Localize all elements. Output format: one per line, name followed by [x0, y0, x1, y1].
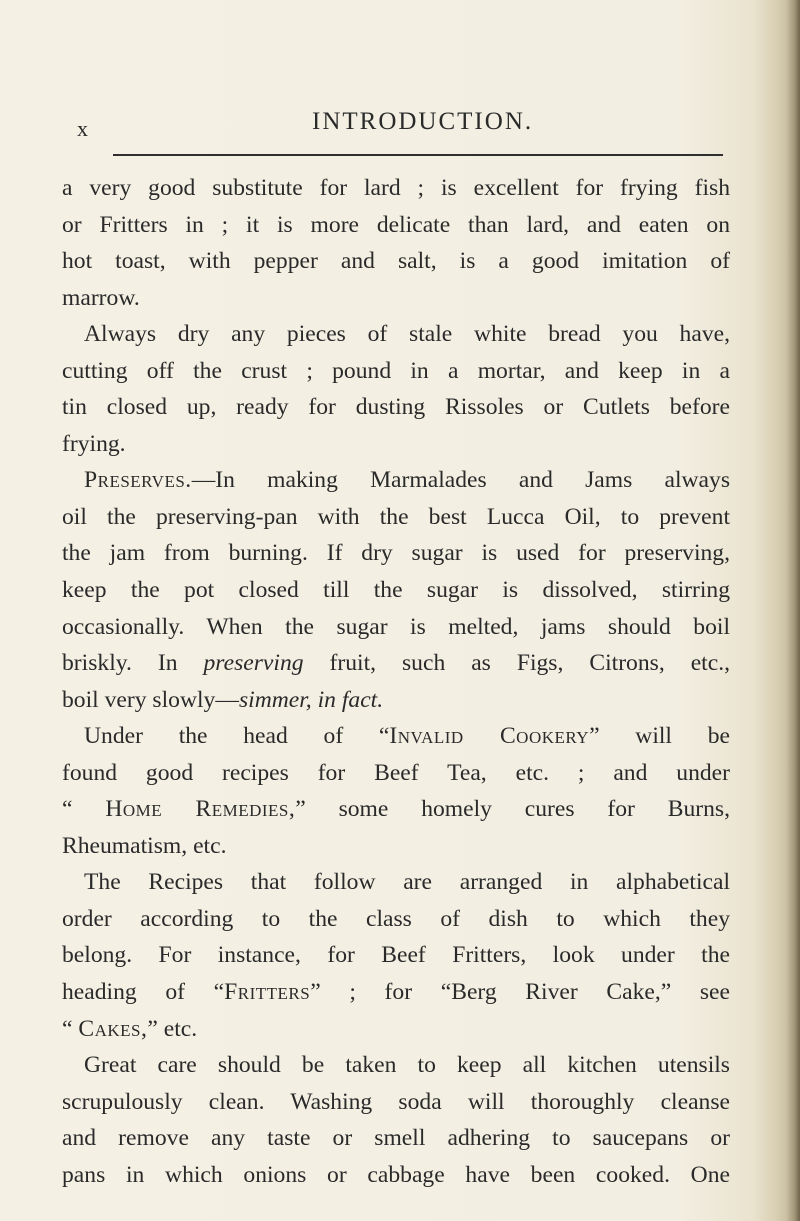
text-line: tin closed up, ready for dusting Rissoles or Cutlets before — [62, 394, 730, 421]
text-line: a very good substitute for lard ; is excellent for frying fish — [62, 175, 730, 201]
header-rule — [113, 154, 723, 156]
text-line: the jam from burning. If dry sugar is used for preserving, — [62, 540, 730, 567]
text-line — [62, 645, 730, 682]
text-span: ” some homely cures for Burns, — [295, 796, 731, 823]
text-line: and remove any taste or smell adhering to saucepans or — [62, 1125, 730, 1152]
text-line: occasionally. When the sugar is melted, jams should boil — [62, 613, 730, 640]
text-line: marrow. — [62, 284, 140, 311]
text-line — [62, 718, 730, 755]
small-caps-fritters: Fritters — [224, 979, 311, 1006]
text-line: The Recipes that follow are arranged in alphabetical — [84, 869, 730, 896]
text-line — [62, 791, 730, 828]
section-heading-preserves: Preserves. — [84, 467, 192, 494]
text-line: belong. For instance, for Beef Fritters, look under the — [62, 942, 730, 969]
text-line: cutting off the crust ; pound in a mortar, and keep in a — [62, 357, 730, 384]
text-line: keep the pot closed till the sugar is dissolved, stirring — [62, 577, 730, 604]
text-line: or Fritters in ; it is more delicate than lard, and eaten on — [62, 211, 730, 238]
text-span: briskly. In — [62, 650, 204, 677]
small-caps-home-remedies: Home Remedies, — [105, 796, 296, 823]
small-caps-cakes: Cakes, — [78, 1015, 148, 1042]
text-line: scrupulously clean. Washing soda will thoroughly cleanse — [62, 1088, 730, 1115]
text-span: “ — [62, 796, 106, 823]
page-title: INTRODUCTION. — [312, 108, 534, 135]
text-span: fruit, such as Figs, Citrons, etc., — [303, 650, 730, 677]
page-folio: x — [77, 116, 89, 141]
text-span: ” will be — [589, 723, 730, 750]
text-span: Under the head of “ — [84, 723, 390, 750]
text-span: —In making Marmalades and Jams always — [191, 467, 730, 494]
text-line: found good recipes for Beef Tea, etc. ; and under — [62, 759, 730, 786]
text-line: Always dry any pieces of stale white bread you have, — [84, 321, 730, 348]
italic-span: preserving — [203, 650, 304, 677]
text-span: boil very slowly— — [62, 686, 239, 713]
text-line: frying. — [62, 430, 126, 457]
text-line — [62, 682, 730, 719]
text-span: ” ; for “Berg River Cake,” see — [310, 979, 731, 1006]
text-line: hot toast, with pepper and salt, is a good imitation of — [62, 248, 730, 275]
italic-span: simmer, in fact. — [238, 686, 384, 713]
body-text — [62, 170, 730, 1193]
text-span: heading of “ — [62, 979, 225, 1006]
text-span: ” etc. — [147, 1015, 198, 1042]
text-line: oil the preserving-pan with the best Lucca Oil, to prevent — [62, 503, 730, 530]
text-span: “ — [62, 1015, 79, 1042]
text-line — [62, 974, 730, 1011]
running-head — [0, 100, 800, 140]
text-line: Rheumatism, etc. — [62, 832, 227, 859]
text-line: order according to the class of dish to which they — [62, 905, 730, 932]
text-line — [62, 1011, 730, 1048]
text-line: Great care should be taken to keep all kitchen utensils — [84, 1052, 730, 1079]
small-caps-invalid-cookery: Invalid Cookery — [389, 723, 590, 750]
text-line: pans in which onions or cabbage have been cooked. One — [62, 1161, 730, 1188]
page-edge-shadow — [786, 0, 800, 1221]
text-line — [62, 462, 730, 499]
